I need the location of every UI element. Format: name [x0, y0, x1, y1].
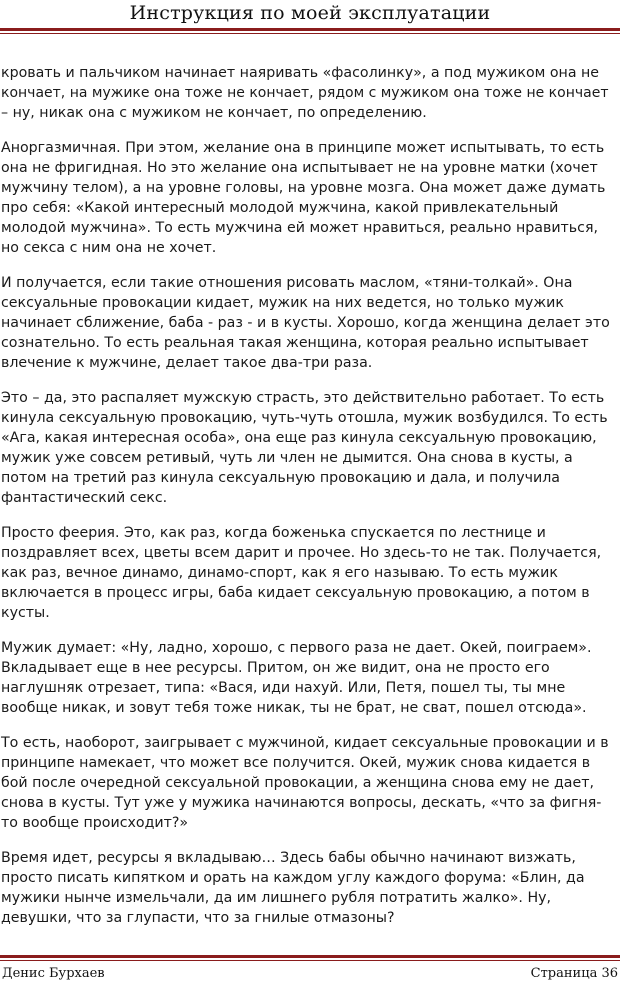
text-line: Мужик думает: «Ну, ладно, хорошо, с первого раза не дает. Окей, поиграем».	[1, 640, 592, 656]
text-line: Аноргазмичная. При этом, желание она в принципе может испытывать, то есть	[1, 140, 605, 156]
footer-rule-thick	[0, 955, 620, 958]
text-line: кинула сексуальную провокацию, чуть-чуть отошла, мужик возбудился. То есть	[1, 410, 608, 426]
text-line: включается в процесс игры, баба кидает сексуальную провокацию, а потом в	[1, 585, 590, 601]
text-line: мужики нынче измельчали, да им лишнего рубля потратить жалко». Ну,	[1, 890, 552, 906]
paragraph-7	[1, 733, 615, 833]
footer-author: Денис Бурхаев	[2, 966, 105, 981]
text-line: про себя: «Какой интересный молодой мужчина, какой привлекательный	[1, 200, 559, 216]
text-line: мужик уже совсем ретивый, чуть ли член не дымится. Она снова в кусты, а	[1, 450, 573, 466]
paragraph-4	[1, 388, 615, 508]
text-line: Просто феерия. Это, как раз, когда боженька спускается по лестнице и	[1, 525, 546, 541]
text-line: поздравляет всех, цветы всем дарит и прочее. Но здесь-то не так. Получается,	[1, 545, 602, 561]
text-line: девушки, что за глупасти, что за гнилые отмазоны?	[1, 910, 395, 926]
header-rule-thin	[0, 33, 620, 34]
text-line: сексуальные провокации кидает, мужик на них ведется, но только мужик	[1, 295, 564, 311]
text-line: начинает сближение, баба - раз - и в кусты. Хорошо, когда женщина делает это	[1, 315, 610, 331]
text-line: снова в кусты. Тут уже у мужика начинаются вопросы, дескать, «что за фигня-	[1, 795, 602, 811]
text-line: сознательно. То есть реальная такая женщина, которая реально испытывает	[1, 335, 589, 351]
text-line: вообще никак, и зовут тебя тоже никак, ты не брат, не сват, пошел отсюда».	[1, 700, 587, 716]
text-line: Вкладывает еще в нее ресурсы. Притом, он же видит, она не просто его	[1, 660, 550, 676]
paragraph-3	[1, 273, 615, 373]
text-line: кровать и пальчиком начинает наяривать «фасолинку», а под мужиком она не	[1, 65, 600, 81]
paragraph-5	[1, 523, 615, 623]
paragraph-8	[1, 848, 615, 928]
body-text	[1, 63, 615, 943]
running-title: Инструкция по моей эксплуатации	[129, 2, 491, 24]
text-line: фантастический секс.	[1, 490, 168, 506]
header-rule-thick	[0, 28, 620, 31]
page-header	[0, 0, 620, 52]
text-line: но секса с ним она не хочет.	[1, 240, 217, 256]
text-line: мужчину телом), а на уровне головы, на уровне мозга. Она может даже думать	[1, 180, 606, 196]
paragraph-2	[1, 138, 615, 258]
text-line: бой после очередной сексуальной провокации, а женщина снова ему не дает,	[1, 775, 594, 791]
text-line: она не фригидная. Но это желание она испытывает не на уровне матки (хочет	[1, 160, 598, 176]
text-line: молодой мужчина». То есть мужчина ей может нравиться, реально нравиться,	[1, 220, 599, 236]
text-line: влечение к мужчине, делает такое два-три раза.	[1, 355, 373, 371]
paragraph-6	[1, 638, 615, 718]
text-line: потом на третий раз кинула сексуальную провокацию и дала, и получила	[1, 470, 560, 486]
text-line: – ну, никак она с мужиком не кончает, по определению.	[1, 105, 427, 121]
text-line: кусты.	[1, 605, 50, 621]
text-line: Время идет, ресурсы я вкладываю… Здесь бабы обычно начинают визжать,	[1, 850, 576, 866]
text-line: «Ага, какая интересная особа», она еще раз кинула сексуальную провокацию,	[1, 430, 597, 446]
paragraph-1	[1, 63, 615, 123]
text-line: просто писать кипятком и орать на каждом углу каждого форума: «Блин, да	[1, 870, 585, 886]
text-line: то вообще происходит?»	[1, 815, 189, 831]
text-line: Это – да, это распаляет мужскую страсть, это действительно работает. То есть	[1, 390, 605, 406]
text-line: наглушняк отрезает, типа: «Вася, иди нахуй. Или, Петя, пошел ты, ты мне	[1, 680, 566, 696]
footer-rule-thin	[0, 960, 620, 961]
text-line: кончает, на мужике она тоже не кончает, рядом с мужиком она тоже не кончает	[1, 85, 609, 101]
text-line: принципе намекает, что может все получится. Окей, мужик снова кидается в	[1, 755, 591, 771]
text-line: И получается, если такие отношения рисовать маслом, «тяни-толкай». Она	[1, 275, 573, 291]
page-footer	[0, 955, 620, 989]
text-line: как раз, вечное динамо, динамо-спорт, как я его называю. То есть мужик	[1, 565, 558, 581]
text-line: То есть, наоборот, заигрывает с мужчиной, кидает сексуальные провокации и в	[1, 735, 609, 751]
page-number: Страница 36	[530, 966, 618, 981]
